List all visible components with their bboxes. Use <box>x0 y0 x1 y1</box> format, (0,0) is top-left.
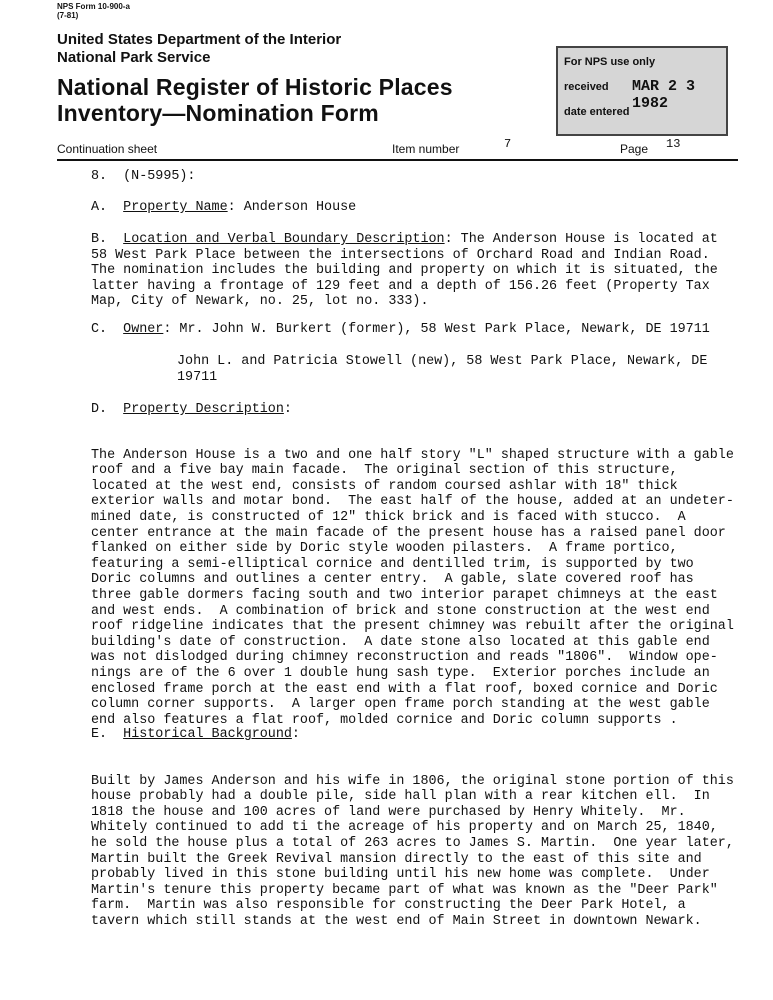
location-line: 58 West Park Place between the intersections of Orchard Road and Indian Road. <box>91 247 710 263</box>
owner-new-line: 19711 <box>177 369 218 385</box>
received-date-stamp: MAR 2 3 1982 <box>632 78 696 112</box>
section-a-letter: A. <box>91 200 108 215</box>
description-line: and west ends. A combination of brick and stone construction at the west end <box>91 603 710 619</box>
history-line: Built by James Anderson and his wife in 1806, the original stone portion of this <box>91 773 734 789</box>
page-label: Page <box>620 142 649 156</box>
history-line: he sold the house plus a total of 263 acres to James S. Martin. One year later, <box>91 835 734 851</box>
description-line: was not dislodged during chimney reconstruction and reads "1806". Window ope- <box>91 650 718 666</box>
item-number-label: Item number <box>392 142 460 156</box>
heading-colon: : <box>283 402 292 417</box>
date-entered-label: date entered <box>564 106 630 118</box>
history-line: Martin's tenure this property became part of what was known as the "Deer Park" <box>91 882 718 898</box>
owner-former: : Mr. John W. Burkert (former), 58 West Park Place, Newark, DE 19711 <box>163 322 710 337</box>
section-id: 8. (N-5995): <box>91 169 196 184</box>
location-line: latter having a frontage of 129 feet and a depth of 156.26 feet (Property Tax <box>91 278 710 294</box>
description-line: roof and a five bay main facade. The original section of this structure, <box>91 463 678 479</box>
description-line: Doric columns and outlines a center entry. A gable, slate covered roof has <box>91 572 694 588</box>
form-title-line2: Inventory—Nomination Form <box>57 100 379 126</box>
description-line: building's date of construction. A date stone also located at this gable end <box>91 634 710 650</box>
description-line: located at the west end, consists of random coursed ashlar with 18" thick <box>91 478 678 494</box>
nps-use-box <box>556 46 728 136</box>
section-e-letter: E. <box>91 727 108 742</box>
owner-heading: Owner <box>123 322 164 337</box>
property-description-text <box>91 432 734 744</box>
history-line: house probably had a double pile, side hall plan with a rear kitchen ell. In <box>91 789 710 805</box>
heading-colon: : <box>291 727 300 742</box>
description-line: exterior walls and motar bond. The east half of the house, added at an undeter- <box>91 494 734 510</box>
description-line: nings are of the 6 over 1 double hung sash type. Exterior porches include an <box>91 665 710 681</box>
owner-new-line: John L. and Patricia Stowell (new), 58 West Park Place, Newark, DE <box>177 354 708 369</box>
form-number <box>57 2 130 20</box>
description-line: The Anderson House is a two and one half story "L" shaped structure with a gable <box>91 447 734 463</box>
page-number-value: 13 <box>666 137 681 151</box>
section-b-letter: B. <box>91 232 108 247</box>
history-line: farm. Martin was also responsible for constructing the Deer Park Hotel, a <box>91 898 686 914</box>
location-line: The nomination includes the building and property on which it is situated, the <box>91 263 718 279</box>
description-line: three gable dormers facing south and two interior parapet chimneys at the east <box>91 587 718 603</box>
for-nps-use-label: For NPS use only <box>564 56 656 68</box>
description-line: flanked on either side by Doric style wooden pilasters. A frame portico, <box>91 541 678 557</box>
history-line: 1818 the house and 100 acres of land were purchased by Henry Whitely. Mr. <box>91 804 686 820</box>
description-line: center entrance at the main facade of the present house has a raised panel door <box>91 525 726 541</box>
location-first-line: : The Anderson House is located at <box>444 232 718 247</box>
continuation-sheet-label: Continuation sheet <box>57 142 158 156</box>
section-c-letter: C. <box>91 322 108 337</box>
bureau-name: National Park Service <box>57 49 211 66</box>
history-line: tavern which still stands at the west end of Main Street in downtown Newark. <box>91 913 702 929</box>
history-line: Whitely continued to add ti the acreage of his property and on March 25, 1840, <box>91 820 718 836</box>
agency-name: United States Department of the Interior <box>57 31 342 48</box>
property-name-value: : Anderson House <box>227 200 357 215</box>
history-line: Martin built the Greek Revival mansion directly to the east of this site and <box>91 851 702 867</box>
header-divider <box>57 159 738 161</box>
description-line: enclosed frame porch at the east end with a flat roof, boxed cornice and Doric <box>91 681 718 697</box>
section-a <box>91 200 356 216</box>
form-number-line2: (7-81) <box>57 11 79 20</box>
form-number-line1: NPS Form 10-900-a <box>57 2 130 11</box>
description-line: column corner supports. A larger open frame porch standing at the west gable <box>91 697 710 713</box>
section-c <box>91 322 710 338</box>
owner-new <box>177 354 707 385</box>
history-line: probably lived in this stone building until his new home was complete. Under <box>91 867 710 883</box>
section-e-heading <box>91 727 300 743</box>
location-line: Map, City of Newark, no. 25, lot no. 333). <box>91 294 429 310</box>
section-b <box>91 232 718 310</box>
historical-background-text <box>91 758 734 945</box>
received-label: received <box>564 81 609 93</box>
section-d-letter: D. <box>91 402 108 417</box>
property-name-heading: Property Name <box>123 200 228 215</box>
location-heading: Location and Verbal Boundary Description <box>123 232 445 247</box>
description-line: mined date, is constructed of 12" thick brick and is faced with stucco. A <box>91 509 686 525</box>
property-description-heading: Property Description <box>123 402 284 417</box>
form-title-line1: National Register of Historic Places <box>57 74 453 100</box>
description-line: featuring a semi-elliptical cornice and dentilled trim, is supported by two <box>91 556 694 572</box>
historical-background-heading: Historical Background <box>123 727 292 742</box>
section-d-heading <box>91 402 292 418</box>
description-line: roof ridgeline indicates that the present chimney was rebuilt after the original <box>91 619 734 635</box>
description-line: end also features a flat roof, molded cornice and Doric column supports . <box>91 712 678 728</box>
item-number-value: 7 <box>504 137 512 151</box>
